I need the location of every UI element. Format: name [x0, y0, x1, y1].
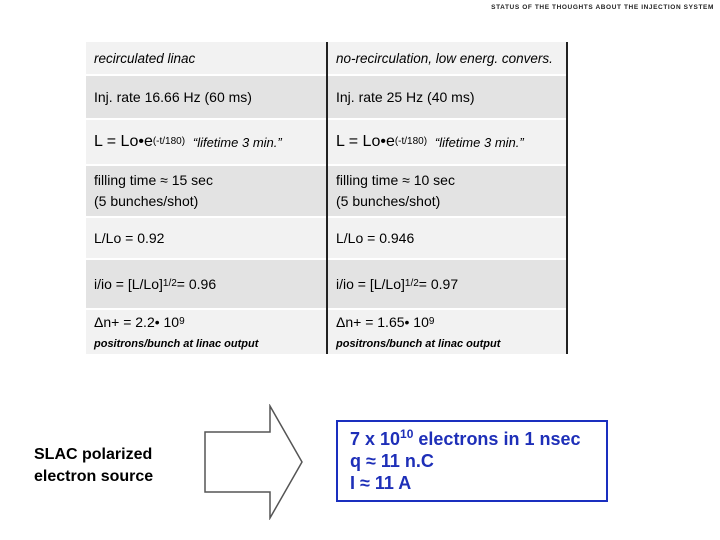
- table-cell: i/io = [L/Lo] 1/2 = 0.96: [94, 276, 217, 292]
- electron-count-suffix: electrons in 1 nsec: [413, 429, 581, 449]
- table-cell: [86, 166, 326, 216]
- filling-time: filling time ≈ 15 sec: [94, 172, 213, 188]
- table-cell: Inj. rate 25 Hz (40 ms): [336, 89, 475, 105]
- source-line: electron source: [34, 468, 154, 485]
- lifetime-note: “lifetime 3 min.”: [192, 134, 282, 150]
- table-cell: [328, 166, 568, 216]
- table-cell: Δn+ = 1.65• 10 9: [336, 314, 435, 330]
- table-cell: i/io = [L/Lo] 1/2 = 0.97: [336, 276, 459, 292]
- luminosity-formula: L = Lo•e: [94, 133, 153, 150]
- luminosity-formula: L = Lo•e: [336, 133, 395, 150]
- beam-parameters-box: [336, 420, 608, 502]
- slide-header-tag: STATUS OF THE THOUGHTS ABOUT THE INJECTION SYSTEM: [491, 4, 714, 11]
- filling-time: filling time ≈ 10 sec: [336, 172, 455, 188]
- current-ratio-value: = 0.96: [176, 276, 217, 292]
- table-cell: positrons/bunch at linac output: [94, 338, 259, 350]
- table-cell: Inj. rate 16.66 Hz (60 ms): [94, 89, 252, 105]
- source-line: SLAC polarized: [34, 446, 153, 463]
- table-cell: L = Lo•e (-t/180) “lifetime 3 min.”: [336, 133, 524, 150]
- table-cell: recirculated linac: [94, 50, 196, 66]
- lifetime-note: “lifetime 3 min.”: [434, 134, 524, 150]
- table-right-border: [566, 42, 568, 354]
- column-divider: [326, 42, 328, 354]
- table-cell: L = Lo•e (-t/180) “lifetime 3 min.”: [94, 133, 282, 150]
- table-cell: no-recirculation, low energ. convers.: [336, 50, 553, 66]
- beam-current: I ≈ 11 A: [350, 473, 412, 493]
- positron-count: Δn+ = 2.2• 10: [94, 314, 180, 330]
- beam-charge: q ≈ 11 n.C: [350, 451, 434, 471]
- right-arrow-icon: [204, 404, 304, 520]
- electron-count: 7 x 10: [350, 429, 401, 449]
- table-cell: Δn+ = 2.2• 10 9: [94, 314, 185, 330]
- table-cell: positrons/bunch at linac output: [336, 338, 501, 350]
- current-ratio: i/io = [L/Lo]: [94, 276, 163, 292]
- beam-line: [350, 428, 606, 450]
- table-cell: L/Lo = 0.946: [336, 230, 415, 246]
- current-ratio-value: = 0.97: [418, 276, 459, 292]
- positron-count: Δn+ = 1.65• 10: [336, 314, 429, 330]
- table-cell: L/Lo = 0.92: [94, 230, 165, 246]
- electron-source-label: [34, 444, 153, 488]
- bunches-per-shot: (5 bunches/shot): [336, 193, 441, 209]
- bunches-per-shot: (5 bunches/shot): [94, 193, 199, 209]
- current-ratio: i/io = [L/Lo]: [336, 276, 405, 292]
- exponent: 10: [400, 427, 414, 441]
